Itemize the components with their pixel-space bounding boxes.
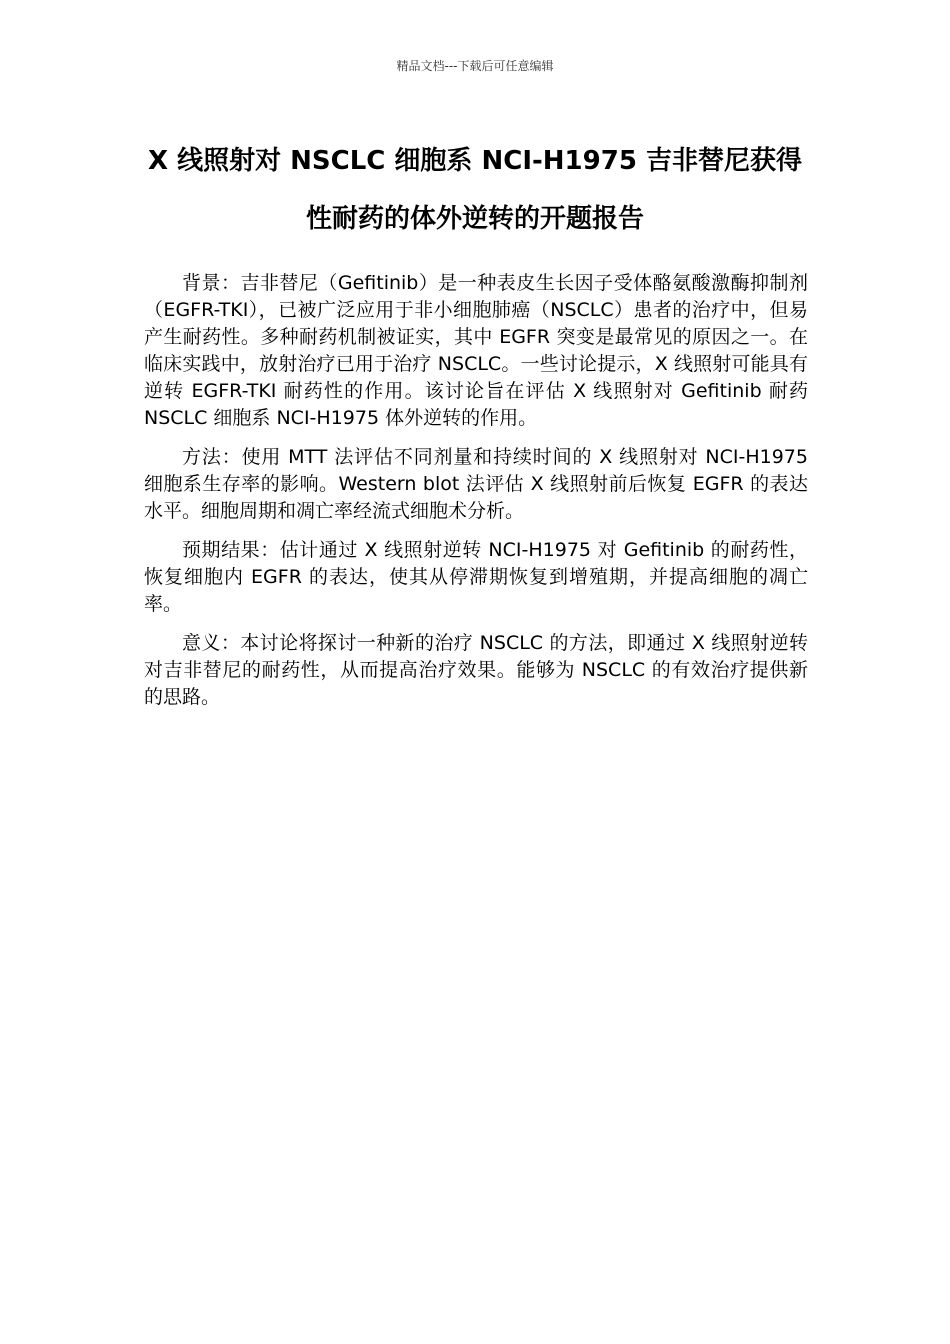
document-body (144, 270, 808, 723)
paragraph-methods: 方法：使用 MTT 法评估不同剂量和持续时间的 X 线照射对 NCI-H1975 细胞系生存率的影响。Western blot 法评估 X 线照射前后恢复 EGFR 的表达水平。细胞周期和凋亡率经流式细胞术分析。 (144, 446, 808, 522)
document-title: X 线照射对 NSCLC 细胞系 NCI-H1975 吉非替尼获得性耐药的体外逆转的开题报告 (148, 146, 802, 234)
paragraph-expected-results: 预期结果：估计通过 X 线照射逆转 NCI-H1975 对 Gefitinib 的耐药性，恢复细胞内 EGFR 的表达，使其从停滞期恢复到增殖期，并提高细胞的凋亡率。 (144, 539, 808, 615)
paragraph-background: 背景：吉非替尼（Gefitinib）是一种表皮生长因子受体酪氨酸激酶抑制剂（EGFR-TKI），已被广泛应用于非小细胞肺癌（NSCLC）患者的治疗中，但易产生耐药性。多种耐药机制被证实，其中 EGFR 突变是最常见的原因之一。在临床实践中，放射治疗已用于治疗 NSCLC。一些讨论提示，X 线照射可能具有逆转 EGFR-TKI 耐药性的作用。该讨论旨在评估 X 线照射对 Gefitinib 耐药 NSCLC 细胞系 NCI-H1975 体外逆转的作用。 (144, 272, 808, 429)
page-header: 精品文档---下载后可任意编辑 (396, 59, 554, 73)
paragraph-significance: 意义：本讨论将探讨一种新的治疗 NSCLC 的方法，即通过 X 线照射逆转对吉非替尼的耐药性，从而提高治疗效果。能够为 NSCLC 的有效治疗提供新的思路。 (144, 632, 808, 708)
